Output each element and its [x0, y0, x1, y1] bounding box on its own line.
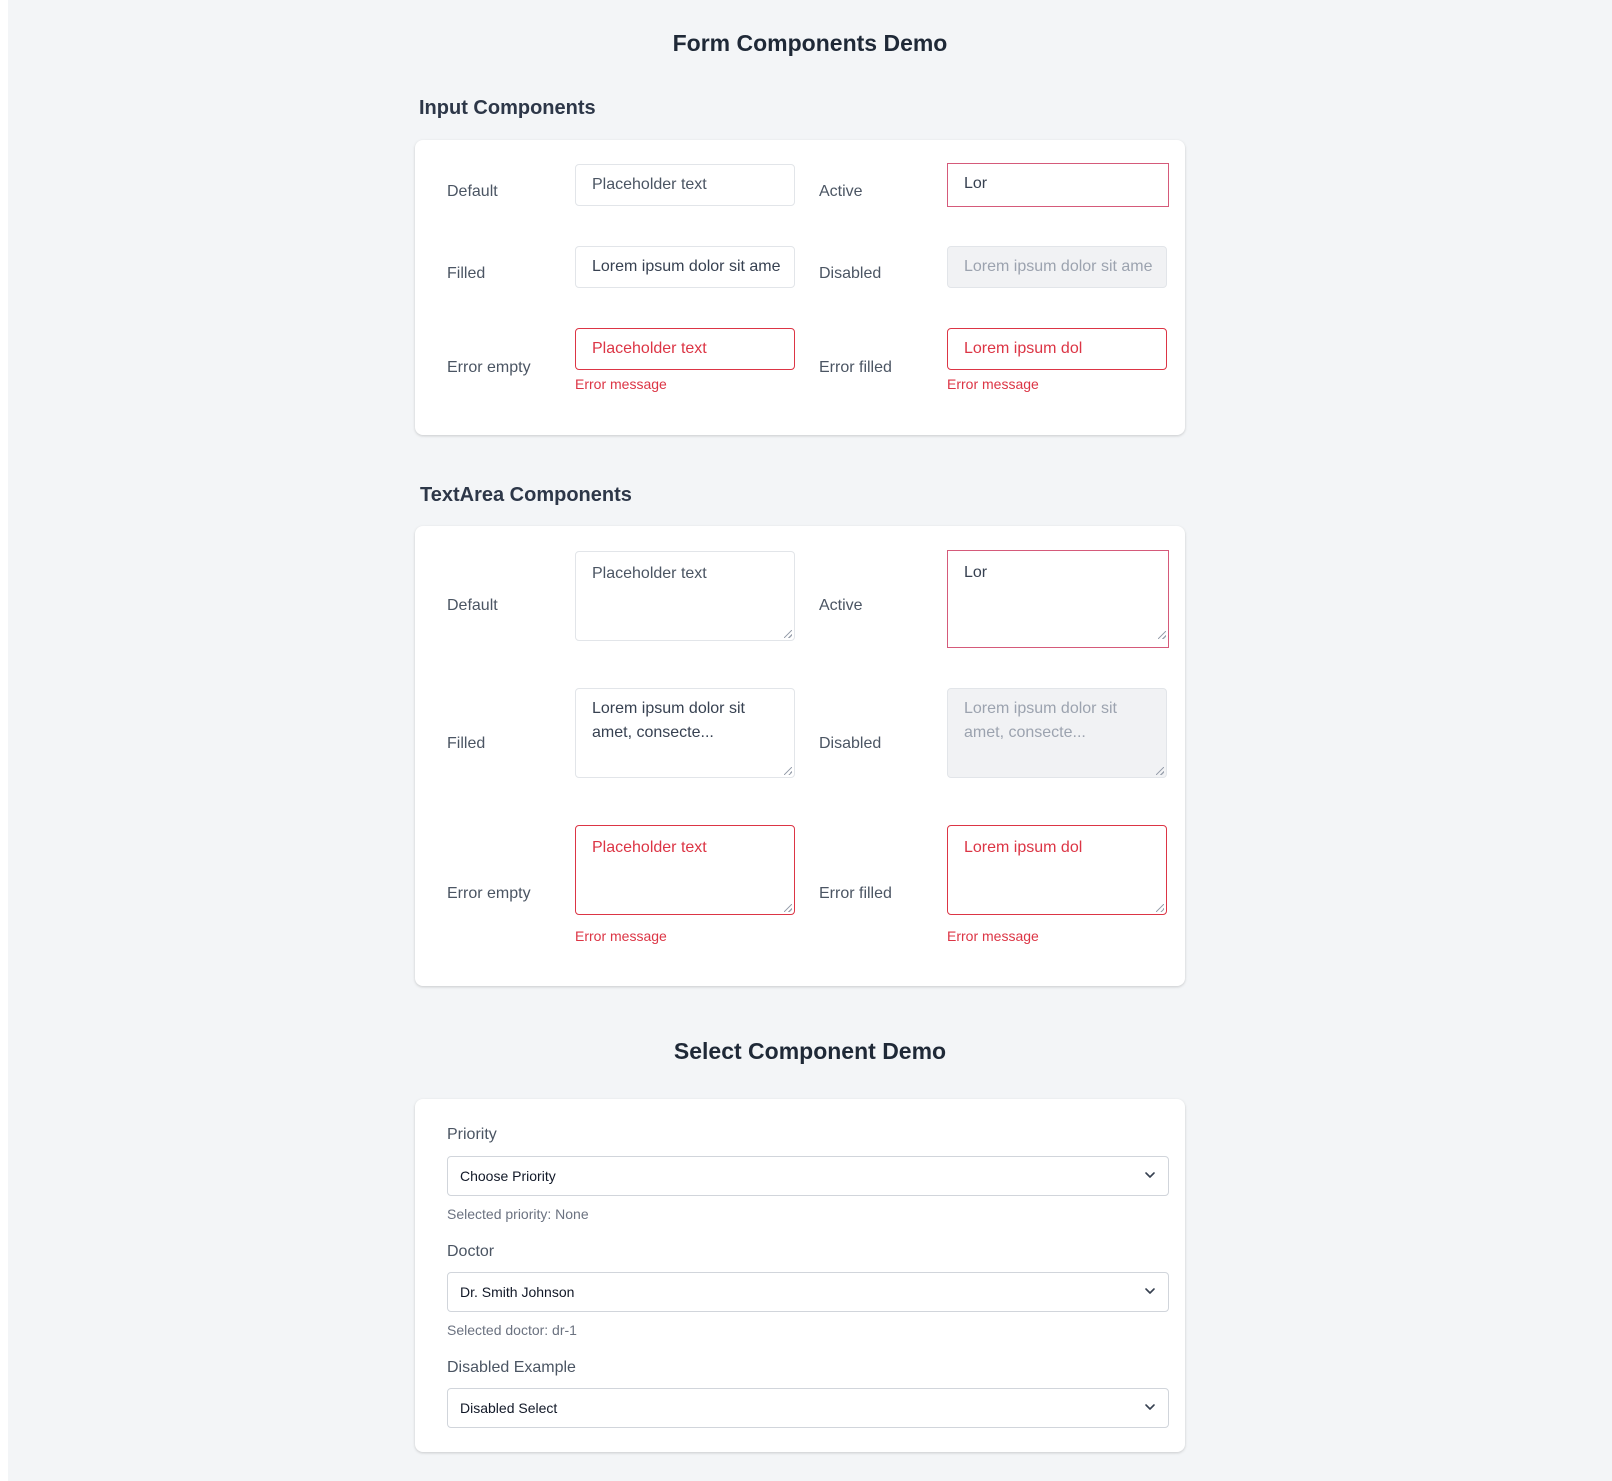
- textarea-default[interactable]: [575, 551, 795, 641]
- input-error-empty[interactable]: Placeholder text: [575, 328, 795, 370]
- priority-info: Selected priority: None: [447, 1206, 589, 1222]
- input-filled[interactable]: Lorem ipsum dolor sit ame: [575, 246, 795, 288]
- textarea-error-empty[interactable]: [575, 825, 795, 915]
- textarea-filled-label: Filled: [447, 735, 486, 752]
- resize-handle-icon[interactable]: [784, 767, 792, 775]
- input-section-title: Input Components: [419, 97, 596, 119]
- doctor-label: Doctor: [447, 1243, 495, 1260]
- input-error-filled-message: Error message: [947, 376, 1039, 392]
- resize-handle-icon[interactable]: [784, 630, 792, 638]
- doctor-info: Selected doctor: dr-1: [447, 1322, 577, 1338]
- textarea-error-filled-text: Lorem ipsum dol: [964, 839, 1083, 856]
- textarea-default-text: Placeholder text: [592, 565, 707, 582]
- textarea-error-empty-label: Error empty: [447, 885, 531, 902]
- textarea-error-filled-message: Error message: [947, 928, 1039, 944]
- textarea-disabled-label: Disabled: [819, 735, 882, 752]
- textarea-active[interactable]: [947, 550, 1169, 648]
- input-error-empty-label: Error empty: [447, 359, 531, 376]
- resize-handle-icon[interactable]: [784, 904, 792, 912]
- input-error-filled-label: Error filled: [819, 359, 892, 376]
- chevron-down-icon: [1144, 1401, 1156, 1413]
- disabled-select: [447, 1388, 1169, 1428]
- input-active[interactable]: Lor: [947, 163, 1169, 207]
- textarea-active-label: Active: [819, 597, 863, 614]
- textarea-active-text: Lor: [964, 564, 988, 581]
- textarea-disabled-text: Lorem ipsum dolor sit amet, consecte...: [964, 700, 1117, 741]
- input-disabled-label: Disabled: [819, 265, 882, 282]
- textarea-error-filled[interactable]: [947, 825, 1167, 915]
- chevron-down-icon: [1144, 1285, 1156, 1297]
- page-title: Form Components Demo: [672, 30, 948, 56]
- input-error-empty-message: Error message: [575, 376, 667, 392]
- priority-label: Priority: [447, 1126, 497, 1143]
- textarea-default-label: Default: [447, 597, 498, 614]
- input-active-label: Active: [819, 183, 863, 200]
- textarea-section-title: TextArea Components: [420, 484, 632, 506]
- textarea-filled[interactable]: [575, 688, 795, 778]
- doctor-select-value: Dr. Smith Johnson: [460, 1284, 575, 1300]
- priority-select-value: Choose Priority: [460, 1168, 556, 1184]
- resize-handle-icon: [1156, 767, 1164, 775]
- input-disabled: Lorem ipsum dolor sit ame: [947, 246, 1167, 288]
- input-default[interactable]: Placeholder text: [575, 164, 795, 206]
- doctor-select[interactable]: [447, 1272, 1169, 1312]
- textarea-disabled: [947, 688, 1167, 778]
- priority-select[interactable]: [447, 1156, 1169, 1196]
- resize-handle-icon[interactable]: [1158, 631, 1166, 639]
- disabled-example-label: Disabled Example: [447, 1359, 576, 1376]
- textarea-error-filled-label: Error filled: [819, 885, 892, 902]
- textarea-filled-text: Lorem ipsum dolor sit amet, consecte...: [592, 700, 745, 741]
- textarea-error-empty-message: Error message: [575, 928, 667, 944]
- chevron-down-icon: [1144, 1169, 1156, 1181]
- select-section-title: Select Component Demo: [673, 1038, 947, 1064]
- input-error-filled[interactable]: Lorem ipsum dol: [947, 328, 1167, 370]
- input-filled-label: Filled: [447, 265, 486, 282]
- disabled-select-value: Disabled Select: [460, 1400, 558, 1416]
- textarea-error-empty-text: Placeholder text: [592, 839, 707, 856]
- resize-handle-icon[interactable]: [1156, 904, 1164, 912]
- input-default-label: Default: [447, 183, 498, 200]
